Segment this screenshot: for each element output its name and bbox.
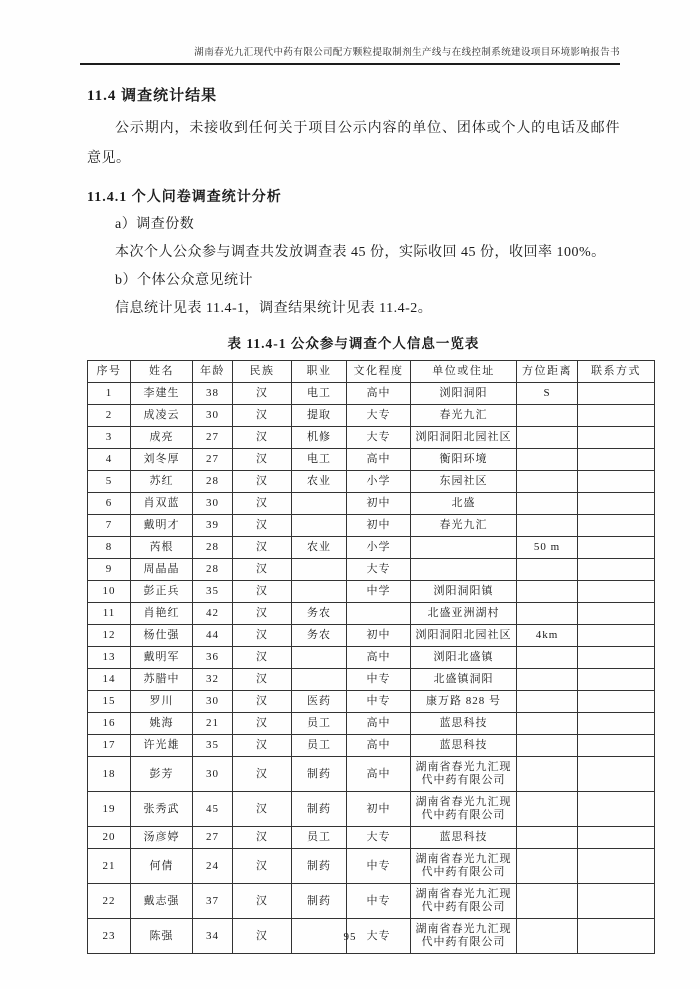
table-cell: 北盛镇洞阳 — [411, 669, 517, 691]
table-cell: 14 — [88, 669, 131, 691]
table-cell — [347, 603, 411, 625]
table-header-row — [88, 361, 655, 383]
table-cell: 电工 — [292, 449, 347, 471]
table-cell — [517, 735, 578, 757]
table-cell — [578, 559, 655, 581]
table-cell: 员工 — [292, 735, 347, 757]
table-cell: 高中 — [347, 647, 411, 669]
table-cell: 北盛亚洲湖村 — [411, 603, 517, 625]
table-cell: 汉 — [233, 603, 292, 625]
table-cell: 30 — [193, 405, 233, 427]
table-cell — [517, 427, 578, 449]
table-cell: 苏腊中 — [131, 669, 193, 691]
table-cell: 芮根 — [131, 537, 193, 559]
table-cell — [517, 647, 578, 669]
table-cell: 28 — [193, 537, 233, 559]
table-cell: 汉 — [233, 827, 292, 849]
table-cell: 初中 — [347, 792, 411, 827]
table-row — [88, 713, 655, 735]
table-cell — [578, 537, 655, 559]
table-cell — [578, 427, 655, 449]
table-cell: 24 — [193, 849, 233, 884]
table-cell: 汉 — [233, 383, 292, 405]
table-row — [88, 427, 655, 449]
table-cell: 制药 — [292, 884, 347, 919]
table-cell: 7 — [88, 515, 131, 537]
table-cell: 初中 — [347, 625, 411, 647]
table-cell: 浏阳洞阳北园社区 — [411, 427, 517, 449]
table-cell: 39 — [193, 515, 233, 537]
table-row — [88, 581, 655, 603]
table-cell — [292, 559, 347, 581]
table-cell: 大专 — [347, 559, 411, 581]
column-header: 联系方式 — [578, 361, 655, 383]
table-cell — [517, 581, 578, 603]
table-cell: 22 — [88, 884, 131, 919]
table-cell: 10 — [88, 581, 131, 603]
table-cell: 衡阳环境 — [411, 449, 517, 471]
table-cell: 制药 — [292, 849, 347, 884]
table-row — [88, 383, 655, 405]
table-cell: 陈强 — [131, 919, 193, 954]
table-cell — [578, 792, 655, 827]
table-cell — [578, 603, 655, 625]
table-cell — [517, 827, 578, 849]
table-cell: 许光雄 — [131, 735, 193, 757]
table-cell: 春光九汇 — [411, 515, 517, 537]
table-cell: 汉 — [233, 713, 292, 735]
paragraph-public-notice: 公示期内，未接收到任何关于项目公示内容的单位、团体或个人的电话及邮件意见。 — [87, 121, 620, 166]
table-cell: S — [517, 383, 578, 405]
section-heading-11-4-1: 11.4.1 个人问卷调查统计分析 — [87, 190, 282, 205]
table-cell — [578, 515, 655, 537]
table-cell — [292, 581, 347, 603]
table-cell: 汉 — [233, 849, 292, 884]
table-cell: 44 — [193, 625, 233, 647]
table-cell: 汉 — [233, 515, 292, 537]
table-cell: 35 — [193, 735, 233, 757]
table-cell — [578, 449, 655, 471]
table-cell — [517, 792, 578, 827]
table-cell: 初中 — [347, 515, 411, 537]
table-cell — [578, 471, 655, 493]
table-cell: 38 — [193, 383, 233, 405]
table-cell — [292, 493, 347, 515]
table-cell — [517, 884, 578, 919]
column-header: 方位距离 — [517, 361, 578, 383]
table-cell — [292, 647, 347, 669]
table-cell — [578, 849, 655, 884]
table-cell: 30 — [193, 757, 233, 792]
column-header: 文化程度 — [347, 361, 411, 383]
table-cell: 戴明军 — [131, 647, 193, 669]
table-cell: 肖双蓝 — [131, 493, 193, 515]
table-cell: 18 — [88, 757, 131, 792]
table-cell — [292, 515, 347, 537]
table-cell: 电工 — [292, 383, 347, 405]
column-header: 年龄 — [193, 361, 233, 383]
table-cell — [292, 669, 347, 691]
table-cell — [517, 471, 578, 493]
table-cell — [578, 493, 655, 515]
table-cell — [578, 827, 655, 849]
table-cell: 高中 — [347, 713, 411, 735]
table-cell: 36 — [193, 647, 233, 669]
table-cell: 8 — [88, 537, 131, 559]
table-cell: 春光九汇 — [411, 405, 517, 427]
table-row — [88, 691, 655, 713]
table-cell: 6 — [88, 493, 131, 515]
table-cell: 周晶晶 — [131, 559, 193, 581]
table-cell: 32 — [193, 669, 233, 691]
table-cell: 浏阳洞阳 — [411, 383, 517, 405]
table-cell — [517, 849, 578, 884]
table-cell: 高中 — [347, 735, 411, 757]
table-cell: 4km — [517, 625, 578, 647]
table-cell: 5 — [88, 471, 131, 493]
table-cell: 4 — [88, 449, 131, 471]
paragraph-survey-counts: 本次个人公众参与调查共发放调查表 45 份，实际收回 45 份，收回率 100%。 — [115, 245, 606, 260]
table-cell: 16 — [88, 713, 131, 735]
table-cell: 3 — [88, 427, 131, 449]
table-cell: 东园社区 — [411, 471, 517, 493]
table-row — [88, 792, 655, 827]
table-cell — [578, 405, 655, 427]
table-cell: 汉 — [233, 559, 292, 581]
table-cell: 11 — [88, 603, 131, 625]
table-cell: 湖南省春光九汇现代中药有限公司 — [411, 792, 517, 827]
table-cell — [578, 713, 655, 735]
table-cell: 彭正兵 — [131, 581, 193, 603]
table-row — [88, 669, 655, 691]
table-cell — [578, 581, 655, 603]
table-cell: 机修 — [292, 427, 347, 449]
table-cell: 彭芳 — [131, 757, 193, 792]
table-cell: 汉 — [233, 884, 292, 919]
table-row — [88, 849, 655, 884]
table-row — [88, 603, 655, 625]
table-cell: 罗川 — [131, 691, 193, 713]
table-row — [88, 757, 655, 792]
survey-info-table — [87, 360, 655, 954]
table-cell — [517, 713, 578, 735]
document-header: 湖南春光九汇现代中药有限公司配方颗粒提取制剂生产线与在线控制系统建设项目环境影响报告书 — [80, 44, 620, 65]
table-row — [88, 449, 655, 471]
table-cell: 汉 — [233, 691, 292, 713]
table-cell: 汉 — [233, 669, 292, 691]
table-cell: 汉 — [233, 647, 292, 669]
table-row — [88, 625, 655, 647]
table-cell: 蓝思科技 — [411, 827, 517, 849]
table-cell — [578, 625, 655, 647]
table-cell: 12 — [88, 625, 131, 647]
table-cell: 汉 — [233, 427, 292, 449]
table-cell: 初中 — [347, 493, 411, 515]
table-cell: 2 — [88, 405, 131, 427]
table-cell: 35 — [193, 581, 233, 603]
table-cell: 刘冬厚 — [131, 449, 193, 471]
table-cell: 高中 — [347, 449, 411, 471]
table-cell: 务农 — [292, 603, 347, 625]
table-cell: 浏阳北盛镇 — [411, 647, 517, 669]
table-cell: 17 — [88, 735, 131, 757]
column-header: 序号 — [88, 361, 131, 383]
table-cell — [517, 405, 578, 427]
table-cell: 大专 — [347, 827, 411, 849]
table-row — [88, 827, 655, 849]
table-cell: 成亮 — [131, 427, 193, 449]
table-cell — [517, 757, 578, 792]
table-cell: 湖南省春光九汇现代中药有限公司 — [411, 849, 517, 884]
table-cell: 汉 — [233, 625, 292, 647]
table-cell — [578, 691, 655, 713]
table-cell: 中专 — [347, 884, 411, 919]
table-cell: 杨仕强 — [131, 625, 193, 647]
section-heading-11-4: 11.4 调查统计结果 — [87, 88, 218, 104]
table-cell: 27 — [193, 827, 233, 849]
table-cell: 湖南省春光九汇现代中药有限公司 — [411, 884, 517, 919]
table-cell: 28 — [193, 471, 233, 493]
table-cell: 中专 — [347, 691, 411, 713]
table-cell: 张秀武 — [131, 792, 193, 827]
table-cell: 27 — [193, 449, 233, 471]
table-cell: 50 m — [517, 537, 578, 559]
table-title: 表 11.4-1 公众参与调查个人信息一览表 — [227, 336, 480, 351]
table-cell: 汉 — [233, 405, 292, 427]
table-cell — [517, 493, 578, 515]
table-cell — [411, 537, 517, 559]
table-cell: 湖南省春光九汇现代中药有限公司 — [411, 757, 517, 792]
table-cell: 肖艳红 — [131, 603, 193, 625]
table-cell: 制药 — [292, 757, 347, 792]
table-cell: 务农 — [292, 625, 347, 647]
table-cell: 湖南省春光九汇现代中药有限公司 — [411, 919, 517, 954]
table-cell: 30 — [193, 493, 233, 515]
table-cell: 汉 — [233, 449, 292, 471]
table-cell: 员工 — [292, 827, 347, 849]
table-cell: 农业 — [292, 471, 347, 493]
table-cell — [578, 735, 655, 757]
table-row — [88, 647, 655, 669]
table-cell: 30 — [193, 691, 233, 713]
table-cell: 蓝思科技 — [411, 735, 517, 757]
table-cell: 苏红 — [131, 471, 193, 493]
table-cell: 汉 — [233, 792, 292, 827]
table-cell: 高中 — [347, 757, 411, 792]
table-cell: 汤彦婷 — [131, 827, 193, 849]
table-cell: 中学 — [347, 581, 411, 603]
table-cell: 李建生 — [131, 383, 193, 405]
table-cell: 蓝思科技 — [411, 713, 517, 735]
table-cell: 医药 — [292, 691, 347, 713]
table-cell: 汉 — [233, 471, 292, 493]
table-cell: 浏阳洞阳北园社区 — [411, 625, 517, 647]
table-cell: 戴志强 — [131, 884, 193, 919]
table-cell: 制药 — [292, 792, 347, 827]
table-cell: 北盛 — [411, 493, 517, 515]
table-cell — [517, 603, 578, 625]
table-cell: 汉 — [233, 919, 292, 954]
table-cell: 汉 — [233, 493, 292, 515]
table-cell: 15 — [88, 691, 131, 713]
table-cell: 员工 — [292, 713, 347, 735]
table-cell — [517, 515, 578, 537]
table-cell: 42 — [193, 603, 233, 625]
table-row — [88, 559, 655, 581]
table-cell: 高中 — [347, 383, 411, 405]
column-header: 单位或住址 — [411, 361, 517, 383]
table-cell — [578, 757, 655, 792]
table-cell: 27 — [193, 427, 233, 449]
table-cell: 汉 — [233, 581, 292, 603]
table-cell — [517, 449, 578, 471]
list-item-a: a）调查份数 — [115, 217, 195, 232]
table-cell: 21 — [193, 713, 233, 735]
table-cell: 康万路 828 号 — [411, 691, 517, 713]
table-row — [88, 537, 655, 559]
table-cell: 小学 — [347, 537, 411, 559]
table-cell: 汉 — [233, 735, 292, 757]
table-cell: 13 — [88, 647, 131, 669]
table-row — [88, 493, 655, 515]
table-cell — [578, 884, 655, 919]
table-cell — [517, 691, 578, 713]
column-header: 民族 — [233, 361, 292, 383]
table-cell: 中专 — [347, 849, 411, 884]
table-cell: 34 — [193, 919, 233, 954]
table-cell — [578, 383, 655, 405]
table-row — [88, 405, 655, 427]
table-cell: 提取 — [292, 405, 347, 427]
table-cell: 19 — [88, 792, 131, 827]
table-cell: 20 — [88, 827, 131, 849]
table-cell: 浏阳洞阳镇 — [411, 581, 517, 603]
list-item-b: b）个体公众意见统计 — [115, 273, 253, 288]
table-cell — [411, 559, 517, 581]
table-cell: 成凌云 — [131, 405, 193, 427]
table-cell — [578, 647, 655, 669]
document-content — [87, 84, 641, 954]
table-cell: 小学 — [347, 471, 411, 493]
table-cell: 汉 — [233, 537, 292, 559]
table-cell: 28 — [193, 559, 233, 581]
page-number: 95 — [343, 931, 357, 943]
table-cell: 23 — [88, 919, 131, 954]
table-cell — [517, 669, 578, 691]
table-cell: 大专 — [347, 405, 411, 427]
table-cell: 45 — [193, 792, 233, 827]
table-cell: 大专 — [347, 427, 411, 449]
table-cell: 戴明才 — [131, 515, 193, 537]
table-row — [88, 884, 655, 919]
table-row — [88, 471, 655, 493]
table-cell: 农业 — [292, 537, 347, 559]
table-cell: 21 — [88, 849, 131, 884]
table-row — [88, 735, 655, 757]
table-cell: 9 — [88, 559, 131, 581]
table-cell: 中专 — [347, 669, 411, 691]
column-header: 姓名 — [131, 361, 193, 383]
table-cell: 37 — [193, 884, 233, 919]
table-cell: 1 — [88, 383, 131, 405]
paragraph-table-references: 信息统计见表 11.4-1，调查结果统计见表 11.4-2。 — [115, 301, 433, 316]
table-cell: 汉 — [233, 757, 292, 792]
table-row — [88, 515, 655, 537]
table-cell — [517, 559, 578, 581]
column-header: 职业 — [292, 361, 347, 383]
table-cell: 何倩 — [131, 849, 193, 884]
table-cell — [578, 669, 655, 691]
table-cell: 姚海 — [131, 713, 193, 735]
table-cell: 大专 — [347, 919, 411, 954]
